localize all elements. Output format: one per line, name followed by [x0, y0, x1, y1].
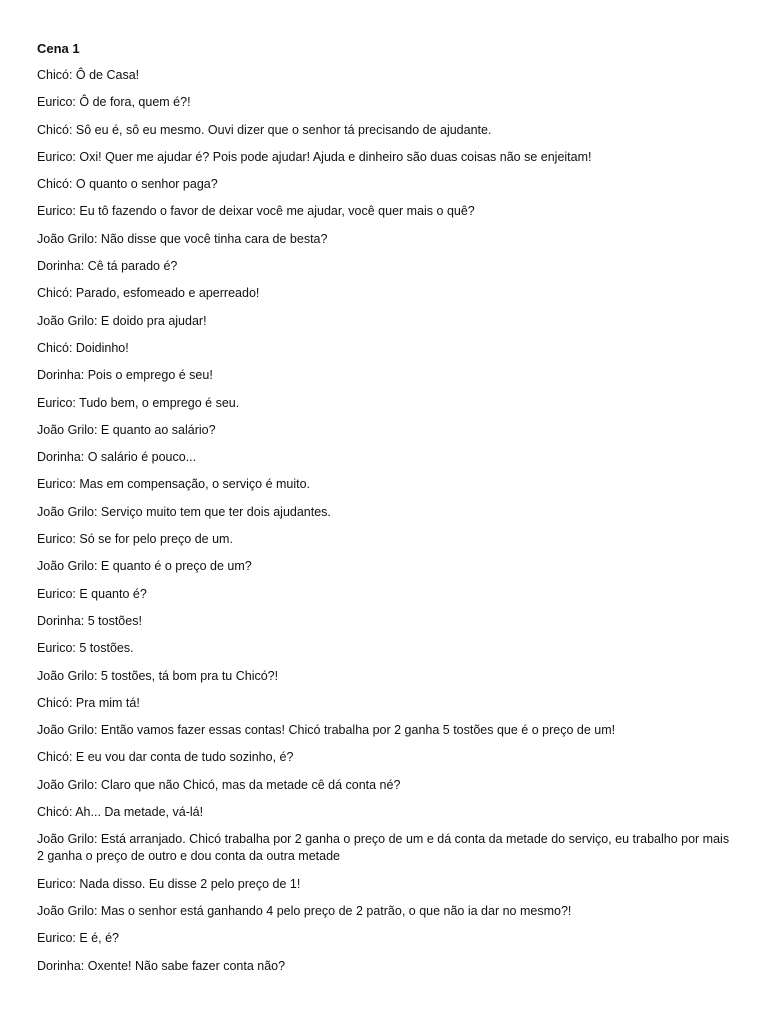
dialogue-line: Eurico: Oxi! Quer me ajudar é? Pois pode ajudar! Ajuda e dinheiro são duas coisas não se enjeitam!: [37, 149, 592, 164]
dialogue-line: Dorinha: O salário é pouco...: [37, 450, 197, 465]
dialogue-line: Eurico: Nada disso. Eu disse 2 pelo preço de 1!: [37, 876, 301, 891]
dialogue-line: João Grilo: Então vamos fazer essas contas! Chicó trabalha por 2 ganha 5 tostões que é o preço de um!: [37, 723, 616, 738]
dialogue-line: Chicó: Doidinho!: [37, 340, 129, 355]
dialogue-line: Eurico: Eu tô fazendo o favor de deixar você me ajudar, você quer mais o quê?: [37, 204, 475, 219]
dialogue-line: João Grilo: E doido pra ajudar!: [37, 313, 207, 328]
document-page: [37, 40, 737, 985]
dialogue-line: Chicó: Ô de Casa!: [37, 68, 140, 82]
dialogue-line: João Grilo: Está arranjado. Chicó trabalha por 2 ganha o preço de um e dá conta da metade do serviço, eu trabalho por mais 2 ganha o preço de outro e dou conta da outra metade: [37, 832, 730, 864]
scene-title: Cena 1: [37, 41, 80, 56]
dialogue-line: Eurico: Ô de fora, quem é?!: [37, 95, 191, 110]
dialogue-line: Chicó: Parado, esfomeado e aperreado!: [37, 286, 260, 301]
dialogue-line: Chicó: Ah... Da metade, vá-lá!: [37, 805, 204, 820]
dialogue-line: João Grilo: Não disse que você tinha cara de besta?: [37, 231, 328, 246]
dialogue-line: Eurico: Tudo bem, o emprego é seu.: [37, 395, 240, 410]
dialogue-line: João Grilo: E quanto ao salário?: [37, 422, 216, 437]
dialogue-line: João Grilo: Mas o senhor está ganhando 4 pelo preço de 2 patrão, o que não ia dar no mesmo?!: [37, 903, 572, 918]
dialogue-line: João Grilo: E quanto é o preço de um?: [37, 559, 252, 574]
dialogue-line: Chicó: O quanto o senhor paga?: [37, 177, 218, 192]
dialogue-line: João Grilo: Claro que não Chicó, mas da metade cê dá conta né?: [37, 777, 401, 792]
dialogue-line: Eurico: E é, é?: [37, 931, 119, 946]
dialogue-line: Eurico: Só se for pelo preço de um.: [37, 532, 233, 547]
dialogue-line: João Grilo: Serviço muito tem que ter dois ajudantes.: [37, 504, 331, 519]
dialogue-line: Chicó: E eu vou dar conta de tudo sozinho, é?: [37, 750, 294, 765]
dialogue-line: Chicó: Pra mim tá!: [37, 695, 140, 710]
dialogue-line: Dorinha: 5 tostões!: [37, 613, 142, 628]
dialogue-lines: [37, 67, 737, 975]
dialogue-line: João Grilo: 5 tostões, tá bom pra tu Chicó?!: [37, 668, 279, 683]
dialogue-line: Dorinha: Oxente! Não sabe fazer conta não?: [37, 958, 286, 973]
dialogue-line: Eurico: 5 tostões.: [37, 641, 134, 656]
dialogue-line: Eurico: E quanto é?: [37, 586, 147, 601]
dialogue-line: Chicó: Sô eu é, sô eu mesmo. Ouvi dizer que o senhor tá precisando de ajudante.: [37, 122, 492, 137]
dialogue-line: Dorinha: Cê tá parado é?: [37, 259, 178, 274]
dialogue-line: Dorinha: Pois o emprego é seu!: [37, 368, 213, 383]
dialogue-line: Eurico: Mas em compensação, o serviço é muito.: [37, 477, 311, 492]
